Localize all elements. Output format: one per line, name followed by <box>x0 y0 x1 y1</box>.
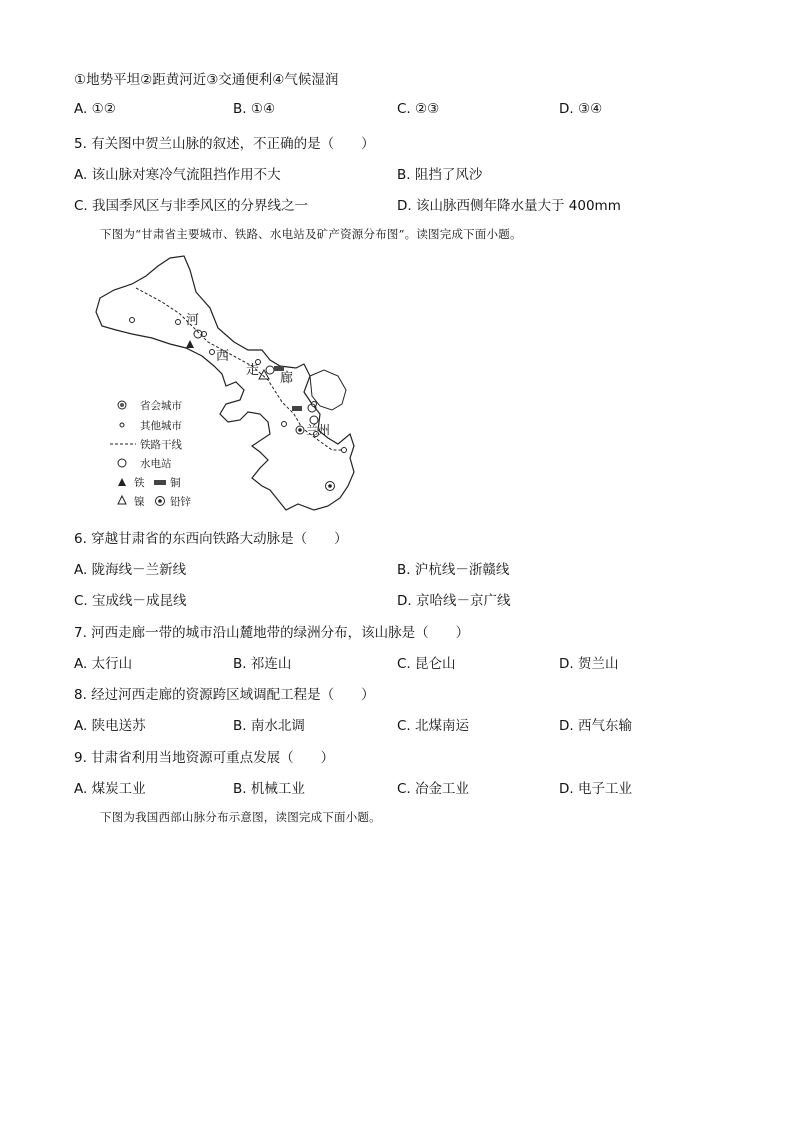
mountains-intro: 下图为我国西部山脉分布示意图，读图完成下面小题。 <box>100 810 381 824</box>
q8-option-c[interactable] <box>397 714 469 734</box>
q9-option-a[interactable] <box>74 777 146 797</box>
legend-nickel-label: 镍 <box>134 496 145 508</box>
option-letter: C. <box>74 198 88 214</box>
option-text: ①② <box>91 101 116 117</box>
option-text: 昆仑山 <box>415 656 456 672</box>
q4-statement: ①地势平坦②距黄河近③交通便利④气候湿润 <box>74 72 339 88</box>
option-text: 京哈线－京广线 <box>415 593 511 609</box>
city-marker <box>282 422 287 427</box>
option-text: 沪杭线－浙赣线 <box>414 562 510 578</box>
q6-option-c[interactable] <box>74 589 187 609</box>
label-lang: 廊 <box>280 371 294 386</box>
legend-hydro-label: 水电站 <box>140 458 172 470</box>
option-letter: A. <box>74 101 88 117</box>
q8-option-d[interactable] <box>559 714 632 734</box>
option-text: 南水北调 <box>250 718 305 734</box>
legend-city-label: 其他城市 <box>140 420 182 432</box>
option-letter: C. <box>74 593 88 609</box>
q4-option-a[interactable] <box>74 101 116 117</box>
option-text: 冶金工业 <box>415 781 470 797</box>
option-letter: B. <box>233 781 247 797</box>
option-letter: A. <box>74 167 88 183</box>
option-letter: C. <box>397 101 411 117</box>
option-letter: D. <box>559 718 574 734</box>
option-text: 煤炭工业 <box>91 781 146 797</box>
q5-option-d[interactable] <box>397 194 621 214</box>
option-text: 电子工业 <box>577 781 632 797</box>
q7-option-d[interactable] <box>559 652 618 672</box>
q5-stem: 5. 有关图中贺兰山脉的叙述，不正确的是（ ） <box>74 136 375 152</box>
q8-stem: 8. 经过河西走廊的资源跨区域调配工程是（ ） <box>74 687 375 703</box>
city-marker <box>342 448 347 453</box>
option-letter: D. <box>559 101 574 117</box>
q6-stem: 6. 穿越甘肃省的东西向铁路大动脉是（ ） <box>74 531 348 547</box>
legend-leadzinc-icon <box>158 499 162 503</box>
q9-option-d[interactable] <box>559 777 632 797</box>
option-letter: A. <box>74 656 88 672</box>
option-text: 该山脉对寒冷气流阻挡作用不大 <box>91 167 281 183</box>
q6-option-d[interactable] <box>397 589 510 609</box>
q7-option-b[interactable] <box>233 652 291 672</box>
option-text: 该山脉西侧年降水量大于 400mm <box>415 198 621 214</box>
gansu-map-figure <box>92 254 414 516</box>
q7-option-c[interactable] <box>397 652 456 672</box>
option-letter: D. <box>397 198 412 214</box>
legend-nickel-icon <box>118 496 126 504</box>
legend-copper-icon <box>154 480 166 485</box>
q5-option-c[interactable] <box>74 194 308 214</box>
q5-option-a[interactable] <box>74 163 281 183</box>
option-text: 陇海线－兰新线 <box>91 562 187 578</box>
option-text: 祁连山 <box>250 656 292 672</box>
legend-hydro-icon <box>118 459 126 467</box>
label-zou: 走 <box>246 363 260 378</box>
q4-option-d[interactable] <box>559 101 602 117</box>
nickel-marker <box>259 370 269 379</box>
city-marker <box>176 320 181 325</box>
copper-marker <box>292 406 302 411</box>
option-text: ②③ <box>415 101 440 117</box>
q9-stem: 9. 甘肃省利用当地资源可重点发展（ ） <box>74 750 335 766</box>
option-letter: B. <box>397 167 411 183</box>
legend-leadzinc-label: 铅锌 <box>170 496 191 508</box>
city-marker <box>210 350 215 355</box>
option-letter: A. <box>74 781 88 797</box>
label-he: 河 <box>186 313 200 328</box>
city-marker <box>130 318 135 323</box>
option-letter: C. <box>397 718 411 734</box>
option-letter: B. <box>397 562 411 578</box>
q8-option-b[interactable] <box>233 714 305 734</box>
legend-railway-label: 铁路干线 <box>140 439 182 451</box>
q5-option-b[interactable] <box>397 163 482 183</box>
map-intro: 下图为“甘肃省主要城市、铁路、水电站及矿产资源分布图”。读图完成下面小题。 <box>100 227 522 241</box>
q7-option-a[interactable] <box>74 652 132 672</box>
option-text: 机械工业 <box>250 781 305 797</box>
option-letter: C. <box>397 656 411 672</box>
hydro-station-marker <box>266 366 274 374</box>
label-xi: 西 <box>216 349 230 364</box>
option-text: 北煤南运 <box>415 718 470 734</box>
option-letter: D. <box>559 656 574 672</box>
option-text: 阻挡了风沙 <box>414 167 483 183</box>
option-letter: B. <box>233 718 247 734</box>
option-text: 西气东输 <box>577 718 632 734</box>
option-letter: D. <box>397 593 412 609</box>
option-text: 宝成线－成昆线 <box>92 593 187 609</box>
option-text: 陕电送苏 <box>91 718 146 734</box>
option-letter: D. <box>559 781 574 797</box>
legend-copper-label: 铜 <box>170 477 181 489</box>
option-letter: A. <box>74 718 88 734</box>
iron-marker <box>186 340 194 348</box>
option-letter: B. <box>233 101 247 117</box>
q9-option-b[interactable] <box>233 777 305 797</box>
hydro-station-marker <box>194 330 202 338</box>
option-letter: B. <box>233 656 247 672</box>
lanzhou-capital-marker <box>298 428 302 432</box>
map-legend <box>110 399 191 508</box>
legend-iron-label: 铁 <box>134 477 145 489</box>
legend-iron-icon <box>118 478 126 486</box>
option-letter: A. <box>74 562 88 578</box>
q8-option-a[interactable] <box>74 714 146 734</box>
option-text: 我国季风区与非季风区的分界线之一 <box>92 198 309 214</box>
legend-capital-icon <box>120 403 124 407</box>
lead-zinc-marker <box>328 484 332 488</box>
option-text: 贺兰山 <box>577 656 619 672</box>
q4-option-b[interactable] <box>233 101 275 117</box>
option-text: 太行山 <box>91 656 133 672</box>
q9-option-c[interactable] <box>397 777 469 797</box>
q4-option-c[interactable] <box>397 101 439 117</box>
option-text: ①④ <box>250 101 276 117</box>
legend-city-icon <box>120 423 124 427</box>
gansu-province-outline <box>96 256 354 510</box>
q7-stem: 7. 河西走廊一带的城市沿山麓地带的绿洲分布，该山脉是（ ） <box>74 625 470 641</box>
option-letter: C. <box>397 781 411 797</box>
q6-option-a[interactable] <box>74 558 186 578</box>
q6-option-b[interactable] <box>397 558 509 578</box>
label-lanzhou: 兰州 <box>306 423 331 437</box>
option-text: ③④ <box>577 101 603 117</box>
legend-capital-label: 省会城市 <box>140 400 182 412</box>
